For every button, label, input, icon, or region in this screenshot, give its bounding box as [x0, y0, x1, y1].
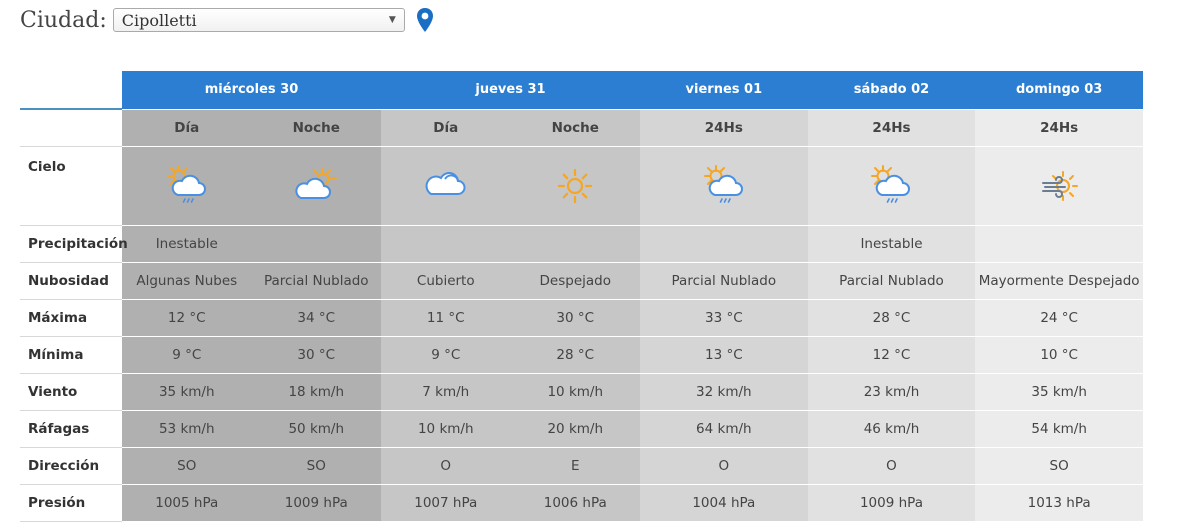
city-select[interactable] — [113, 8, 405, 32]
precipitation-cell — [511, 226, 641, 263]
sun-cloud-rain-icon — [700, 162, 748, 210]
period-row — [20, 109, 1143, 147]
period-cell: Noche — [252, 109, 382, 147]
direction-cell: O — [381, 448, 511, 485]
min-temp-cell: 9 °C — [122, 337, 252, 374]
pressure-cell: 1013 hPa — [975, 485, 1143, 522]
gusts-cell: 50 km/h — [252, 411, 382, 448]
pressure-cell: 1009 hPa — [252, 485, 382, 522]
pressure-cell: 1009 hPa — [808, 485, 976, 522]
location-pin-icon[interactable] — [415, 7, 435, 33]
direction-cell: O — [808, 448, 976, 485]
precipitation-cell — [381, 226, 511, 263]
pressure-row — [20, 485, 1143, 522]
sky-cell — [975, 147, 1143, 226]
direction-cell: O — [640, 448, 808, 485]
pressure-cell: 1006 hPa — [511, 485, 641, 522]
day-header: viernes 01 — [640, 71, 808, 109]
precipitation-cell: Inestable — [808, 226, 976, 263]
wind-cell: 18 km/h — [252, 374, 382, 411]
cloudiness-cell: Despejado — [511, 263, 641, 300]
max-temp-cell: 24 °C — [975, 300, 1143, 337]
min-temp-cell: 12 °C — [808, 337, 976, 374]
direction-cell: SO — [252, 448, 382, 485]
precipitation-row — [20, 226, 1143, 263]
period-cell: 24Hs — [808, 109, 976, 147]
cloudiness-cell: Cubierto — [381, 263, 511, 300]
wind-cell: 32 km/h — [640, 374, 808, 411]
gusts-cell: 46 km/h — [808, 411, 976, 448]
city-select-value: Cipolletti — [121, 10, 197, 30]
wind-row — [20, 374, 1143, 411]
pressure-cell: 1004 hPa — [640, 485, 808, 522]
precipitation-cell: Inestable — [122, 226, 252, 263]
sky-cell — [640, 147, 808, 226]
row-label-direction: Dirección — [20, 448, 122, 485]
day-header: miércoles 30 — [122, 71, 381, 109]
max-temp-cell: 28 °C — [808, 300, 976, 337]
chevron-down-icon: ▼ — [388, 15, 396, 25]
period-cell: Noche — [511, 109, 641, 147]
gusts-cell: 20 km/h — [511, 411, 641, 448]
precipitation-cell — [975, 226, 1143, 263]
max-temp-cell: 12 °C — [122, 300, 252, 337]
day-header-row — [20, 71, 1143, 109]
cloud-icon — [422, 162, 470, 210]
cloudiness-cell: Parcial Nublado — [808, 263, 976, 300]
gusts-cell: 64 km/h — [640, 411, 808, 448]
row-label-min: Mínima — [20, 337, 122, 374]
day-header: domingo 03 — [975, 71, 1143, 109]
period-cell: Día — [122, 109, 252, 147]
cloudiness-cell: Mayormente Despejado — [975, 263, 1143, 300]
max-temp-cell: 34 °C — [252, 300, 382, 337]
min-temp-cell: 10 °C — [975, 337, 1143, 374]
forecast-table — [20, 71, 1143, 522]
row-label-gusts: Ráfagas — [20, 411, 122, 448]
day-header: jueves 31 — [381, 71, 640, 109]
row-label-precipitation: Precipitación — [20, 226, 122, 263]
gusts-row — [20, 411, 1143, 448]
sky-cell — [252, 147, 382, 226]
wind-cell: 23 km/h — [808, 374, 976, 411]
max-temp-cell: 11 °C — [381, 300, 511, 337]
direction-cell: SO — [122, 448, 252, 485]
sky-row — [20, 147, 1143, 226]
sky-cell — [808, 147, 976, 226]
pressure-cell: 1005 hPa — [122, 485, 252, 522]
max-temp-cell: 33 °C — [640, 300, 808, 337]
sun-icon — [551, 162, 599, 210]
period-cell: Día — [381, 109, 511, 147]
precipitation-cell — [640, 226, 808, 263]
period-cell: 24Hs — [640, 109, 808, 147]
sky-cell — [381, 147, 511, 226]
sun-cloud-icon — [292, 162, 340, 210]
direction-cell: E — [511, 448, 641, 485]
wind-cell: 35 km/h — [975, 374, 1143, 411]
wind-cell: 35 km/h — [122, 374, 252, 411]
sun-cloud-rain-icon — [163, 162, 211, 210]
cloudiness-row — [20, 263, 1143, 300]
sky-cell — [122, 147, 252, 226]
direction-row — [20, 448, 1143, 485]
min-temp-row — [20, 337, 1143, 374]
sky-cell — [511, 147, 641, 226]
gusts-cell: 10 km/h — [381, 411, 511, 448]
wind-cell: 10 km/h — [511, 374, 641, 411]
min-temp-cell: 13 °C — [640, 337, 808, 374]
period-label — [20, 109, 122, 147]
city-label: Ciudad: — [20, 7, 107, 33]
day-header: sábado 02 — [808, 71, 976, 109]
min-temp-cell: 28 °C — [511, 337, 641, 374]
row-label-wind: Viento — [20, 374, 122, 411]
sun-wind-icon — [1035, 162, 1083, 210]
max-temp-cell: 30 °C — [511, 300, 641, 337]
precipitation-cell — [252, 226, 382, 263]
gusts-cell: 53 km/h — [122, 411, 252, 448]
cloudiness-cell: Parcial Nublado — [640, 263, 808, 300]
row-label-cloudiness: Nubosidad — [20, 263, 122, 300]
min-temp-cell: 30 °C — [252, 337, 382, 374]
pressure-cell: 1007 hPa — [381, 485, 511, 522]
direction-cell: SO — [975, 448, 1143, 485]
cloudiness-cell: Parcial Nublado — [252, 263, 382, 300]
row-label-max: Máxima — [20, 300, 122, 337]
cloudiness-cell: Algunas Nubes — [122, 263, 252, 300]
wind-cell: 7 km/h — [381, 374, 511, 411]
max-temp-row — [20, 300, 1143, 337]
city-selector-bar — [20, 4, 435, 36]
row-label-sky: Cielo — [20, 147, 122, 226]
sun-cloud-rain-icon — [867, 162, 915, 210]
period-cell: 24Hs — [975, 109, 1143, 147]
min-temp-cell: 9 °C — [381, 337, 511, 374]
row-label-pressure: Presión — [20, 485, 122, 522]
gusts-cell: 54 km/h — [975, 411, 1143, 448]
header-corner — [20, 71, 122, 109]
